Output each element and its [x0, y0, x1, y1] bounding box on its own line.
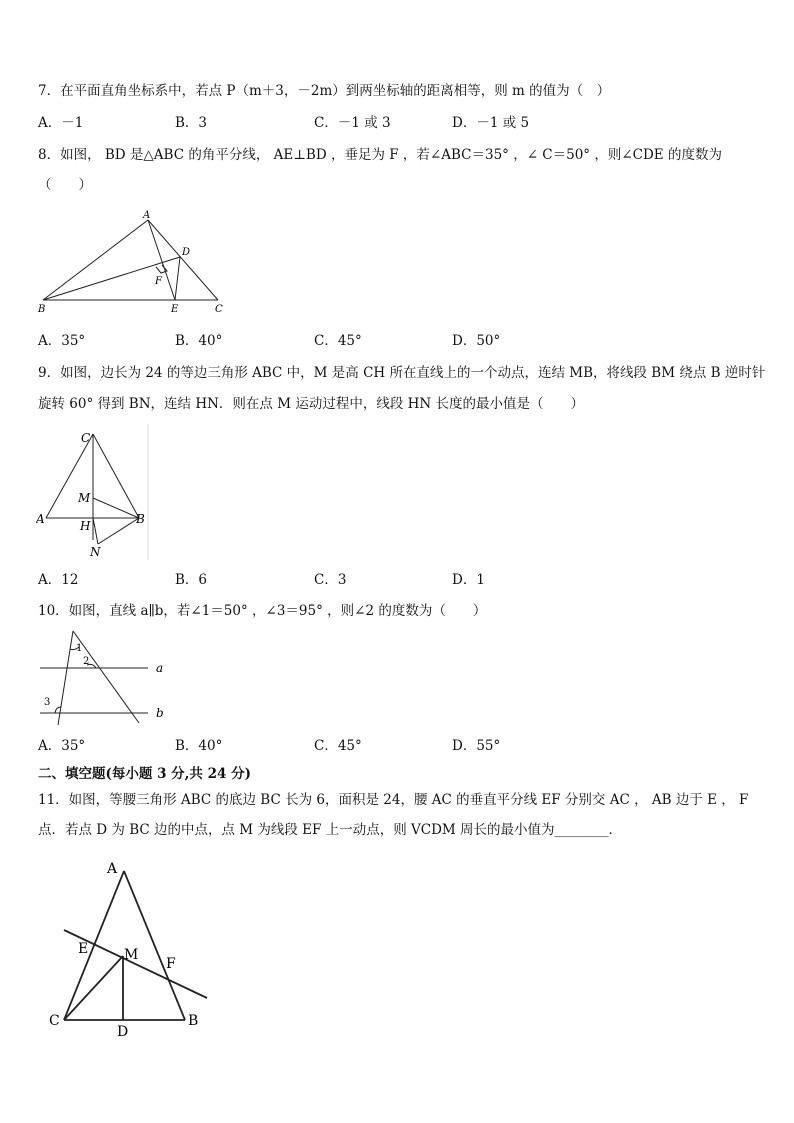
q11-label-f: F	[166, 956, 176, 972]
q8-option-d: D．50°	[452, 333, 501, 349]
q8-label-b: B	[38, 304, 46, 315]
q11-stem-line1: 11．如图，等腰三角形 ABC 的底边 BC 长为 6，面积是 24，腰 AC 的垂直平分线 EF 分别交 AC ， AB 边于 E ， F	[38, 792, 749, 808]
q9-label-a: A	[36, 512, 45, 526]
q8-stem-line1: 8．如图， BD 是△ABC 的角平分线， AE⊥BD ，垂足为 F ，若∠ABC＝35° ，∠ C＝50° ，则∠CDE 的度数为	[38, 147, 722, 163]
q10-option-d: D．55°	[452, 738, 501, 754]
q8-label-e: E	[171, 304, 179, 315]
q7-option-d: D．－1 或 5	[452, 115, 530, 131]
q11-stem-line2: 点．若点 D 为 BC 边的中点，点 M 为线段 EF 上一动点，则 VCDM 周长的最小值为________．	[38, 822, 623, 838]
q8-triangle-figure	[30, 205, 230, 320]
q8-label-d: D	[182, 247, 191, 258]
q10-parallel-lines-figure	[36, 627, 171, 727]
q9-option-d: D．1	[452, 572, 485, 588]
q10-option-b: B．40°	[175, 738, 223, 754]
q8-stem-line2: （ ）	[38, 177, 92, 193]
q8-label-a: A	[143, 210, 151, 221]
q8-label-f: F	[155, 276, 162, 287]
q11-label-c: C	[49, 1013, 60, 1029]
q9-stem-line1: 9．如图，边长为 24 的等边三角形 ABC 中，M 是高 CH 所在直线上的一个动点，连结 MB，将线段 BM 绕点 B 逆时针	[38, 365, 766, 381]
q9-equilateral-figure	[36, 422, 151, 562]
q11-label-d: D	[117, 1024, 129, 1040]
q7-option-a: A．－1	[38, 115, 84, 131]
q9-option-b: B．6	[175, 572, 208, 588]
q10-option-c: C．45°	[314, 738, 362, 754]
q7-option-c: C．－1 或 3	[314, 115, 391, 131]
q8-label-c: C	[215, 304, 223, 315]
q10-angle-2-label: 2	[83, 656, 90, 667]
q11-label-e: E	[78, 941, 89, 957]
q9-label-b: B	[136, 512, 145, 526]
q9-label-h: H	[80, 519, 91, 533]
q10-line-b-label: b	[156, 706, 164, 720]
section-fill-in-title: 二、填空题(每小题 3 分,共 24 分)	[38, 766, 251, 782]
q7-option-b: B．3	[175, 115, 208, 131]
q10-angle-3-label: 3	[44, 697, 51, 708]
q10-option-a: A．35°	[38, 738, 86, 754]
q10-stem: 10．如图，直线 a∥b，若∠1＝50° ，∠3＝95° ，则∠2 的度数为（ ）	[38, 603, 487, 619]
q8-option-b: B．40°	[175, 333, 223, 349]
q9-stem-line2: 旋转 60° 得到 BN，连结 HN．则在点 M 运动过程中，线段 HN 长度的最小值是（ ）	[38, 396, 584, 412]
q11-label-m: M	[124, 947, 139, 963]
q11-label-b: B	[188, 1013, 199, 1029]
q11-label-a: A	[107, 861, 118, 877]
q11-isosceles-figure	[40, 855, 220, 1045]
q9-label-m: M	[78, 491, 91, 505]
q7-stem: 7．在平面直角坐标系中，若点 P（m＋3，－2m）到两坐标轴的距离相等，则 m 的值为（ ）	[38, 83, 611, 99]
q9-option-c: C．3	[314, 572, 347, 588]
q8-option-a: A．35°	[38, 333, 86, 349]
q10-line-a-label: a	[156, 661, 164, 675]
q9-label-n: N	[90, 545, 101, 559]
q8-option-c: C．45°	[314, 333, 362, 349]
q9-label-c: C	[81, 431, 91, 445]
q9-option-a: A．12	[38, 572, 79, 588]
q10-angle-1-label: 1	[76, 643, 83, 654]
